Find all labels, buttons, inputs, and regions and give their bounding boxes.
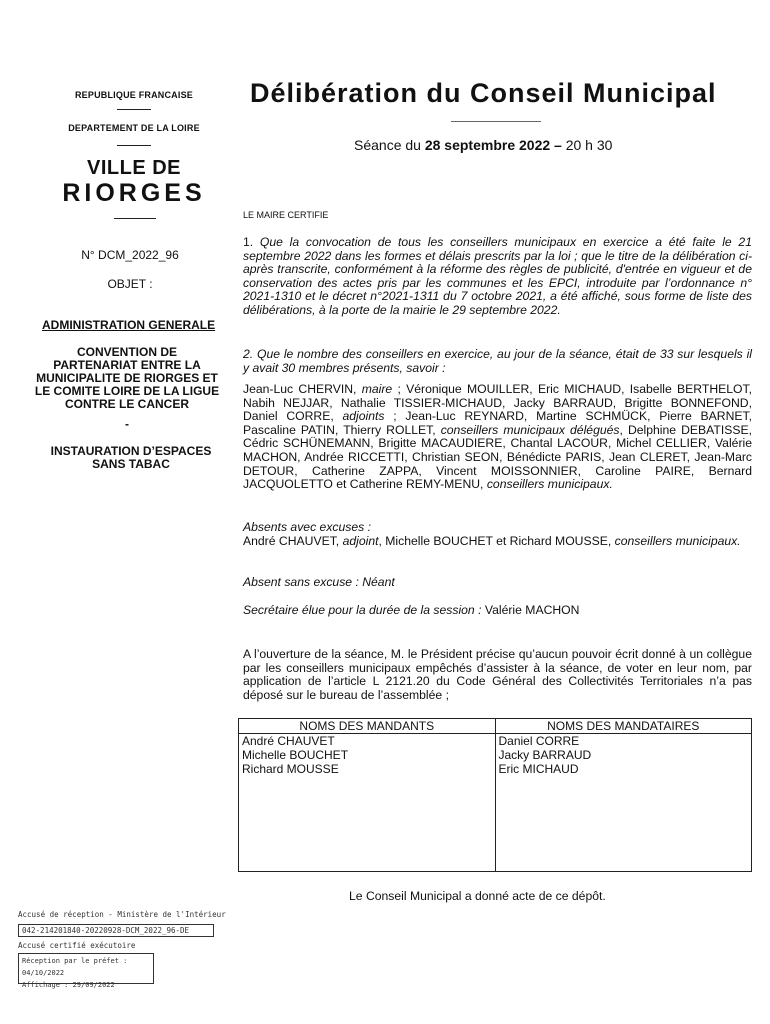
absents-label	[243, 521, 752, 535]
p1-text: Que la convocation de tous les conseillers municipaux en exercice a été faite le 21 septembre 2022 dans les formes et délais prescrits par la loi ; que le titre de la délibération ci-après transcrite, conformément à la réforme des règles de publicité, d'entrée en vigueur et de conservation des actes pris par les communes et les EPCI, introduite par l’ordonnance n° 2021-1310 et le décret n°2021-1311 du 7 octobre 2021, a été affiché, sous forme de liste des délibérations, à la porte de la mairie le 29 septembre 2022.	[243, 235, 752, 317]
table-row: Michelle BOUCHET	[242, 748, 349, 762]
absents-text: , Michelle BOUCHET et Richard MOUSSE,	[378, 534, 615, 548]
secretaire	[243, 604, 752, 618]
members-text: Jean-Luc CHERVIN,	[243, 382, 362, 396]
affichage-date: Affichage : 29/09/2022	[22, 981, 115, 989]
accuse-label: Accusé de réception - Ministère de l'Intérieur	[18, 910, 226, 919]
mandataires-cell	[495, 734, 752, 872]
subject-1: CONVENTION DE PARTENARIAT ENTRE LA MUNICIPALITE DE RIORGES ET LE COMITE LOIRE DE LA LIGUE CONTRE LE CANCER	[34, 345, 220, 411]
absent-sans-excuse	[243, 576, 752, 590]
mandants-cell	[239, 734, 496, 872]
divider	[451, 121, 541, 122]
col-mandants-header: NOMS DES MANDANTS	[239, 719, 496, 734]
paragraph-1	[243, 236, 752, 318]
absents-text: André CHAUVET,	[243, 534, 343, 548]
table-row: Richard MOUSSE	[242, 762, 339, 776]
republic-label: REPUBLIQUE FRANCAISE	[74, 90, 193, 100]
city-name: RIORGES	[62, 179, 206, 207]
members-role: maire	[361, 382, 393, 396]
members-text: ; Jean-Luc REYNARD, Martine SCHMÜCK, Pierre BARNET, Pascaline PATIN, Thierry ROLLET,	[243, 409, 752, 437]
page-title: Délibération du Conseil Municipal	[250, 78, 717, 108]
seance-prefix: Séance du	[354, 137, 425, 153]
p2-text-b: 30 membres présents, savoir :	[281, 360, 446, 375]
members-text: ; Véronique MOUILLER, Eric MICHAUD, Isabelle BERTHELOT, Nabih NEJJAR, Nathalie TISSIER-MICHAUD, Jacky BARRAUD, Brigitte BONNEFOND, Daniel CORRE,	[243, 382, 752, 424]
absents-role: conseillers municipaux.	[614, 534, 741, 548]
members-role: conseillers municipaux.	[486, 477, 613, 492]
members-text: , Delphine DEBATISSE, Cédric SCHÜNEMANN, Brigitte MACAUDIERE, Chantal LACOUR, Michel CELLIER, Valérie MACHON, Andrée RICCETTI, Christian SEON, Bénédicte PARIS, Jean CLERET, Jean-Marc DETOUR, Catherine ZAPPA, Vincent MOISSONNIER, Caroline PAIRE, Bernard JACQUOLETTO et Catherine REMY-MENU,	[243, 422, 752, 492]
paragraph-2	[243, 348, 752, 375]
p2-text-a: 2. Que le nombre des conseillers en exercice, au jour de la séance, était de 33 sur lesquels il y avait	[243, 347, 752, 375]
acte-text: Le Conseil Municipal a donné acte de ce dépôt.	[349, 889, 606, 903]
subject-2: INSTAURATION D’ESPACES SANS TABAC	[50, 444, 212, 471]
members-role: conseillers municipaux délégués	[440, 422, 620, 437]
seance-date: 28 septembre 2022 –	[424, 137, 562, 153]
secretaire-label: Secrétaire élue pour la durée de la session :	[243, 603, 485, 617]
certifie-label: LE MAIRE CERTIFIE	[243, 210, 329, 220]
objet-label: OBJET :	[107, 277, 153, 291]
absents-role: adjoint	[342, 534, 379, 548]
ville-label: VILLE DE	[86, 157, 181, 179]
reception-date: Réception par le préfet : 04/10/2022	[22, 957, 128, 977]
absents-list	[243, 535, 752, 549]
members-role: adjoints	[342, 409, 385, 424]
p1-number: 1.	[243, 235, 260, 249]
absent-sans-text: Absent sans excuse : Néant	[243, 575, 395, 589]
mandats-table	[238, 718, 752, 872]
table-row: Jacky BARRAUD	[498, 748, 592, 762]
col-mandataires-header: NOMS DES MANDATAIRES	[495, 719, 752, 734]
category-label: ADMINISTRATION GENERALE	[42, 318, 216, 332]
divider	[117, 145, 151, 146]
stamp-dates	[18, 953, 154, 989]
ouverture-paragraph: A l’ouverture de la séance, M. le Président précise qu’aucun pouvoir écrit donné à un collègue par les conseillers municipaux empêchés d’assister à la séance, de voter en leur nom, par application de l’article L 2121.20 du Code Général des Collectivités Territoriales n’a pas déposé sur le bureau de l’assemblée ;	[243, 647, 752, 702]
certifie-executoire: Accusé certifié exécutoire	[18, 941, 136, 950]
seance-time: 20 h 30	[561, 137, 613, 153]
acte-reference: 042-214201840-20220928-DCM_2022_96-DE	[18, 924, 214, 937]
divider	[117, 109, 151, 110]
absents-label-text: Absents avec excuses :	[243, 520, 372, 534]
divider	[114, 218, 156, 219]
table-row: Daniel CORRE	[498, 734, 580, 748]
members-list	[243, 383, 752, 492]
dcm-number: N° DCM_2022_96	[81, 248, 179, 262]
table-row: Eric MICHAUD	[498, 762, 579, 776]
table-row: André CHAUVET	[242, 734, 335, 748]
subject-separator: -	[125, 417, 129, 431]
seance-line	[354, 137, 612, 153]
department-label: DEPARTEMENT DE LA LOIRE	[68, 123, 200, 133]
secretaire-name: Valérie MACHON	[484, 603, 580, 617]
